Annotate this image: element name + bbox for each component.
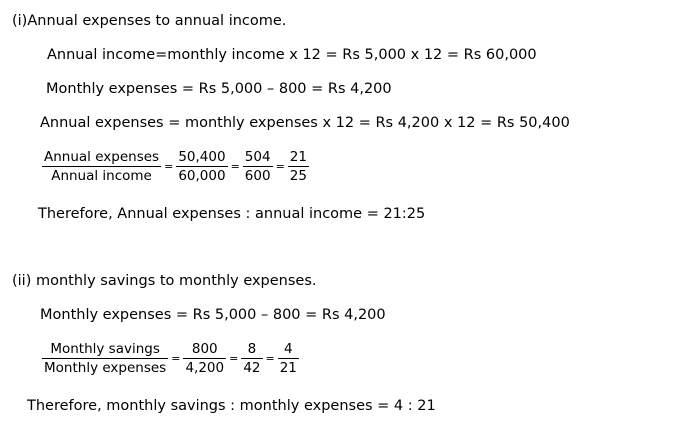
equals-sign: = — [164, 160, 174, 173]
equals-sign: = — [275, 160, 285, 173]
fraction-4 — [288, 149, 309, 184]
fraction-denominator: 60,000 — [178, 168, 226, 184]
fraction-numerator: 50,400 — [178, 149, 226, 165]
fraction-numerator: 800 — [191, 341, 218, 357]
fraction-numerator: 21 — [289, 149, 307, 165]
equals-sign: = — [265, 352, 275, 365]
fraction-denominator: Annual income — [42, 166, 161, 184]
part1-heading: (i)Annual expenses to annual income. — [12, 13, 287, 29]
part2-conclusion: Therefore, monthly savings : monthly expenses = 4 : 21 — [27, 398, 436, 414]
fraction-numerator: Monthly savings — [50, 341, 160, 357]
part2-heading: (ii) monthly savings to monthly expenses. — [12, 273, 317, 289]
part1-conclusion: Therefore, Annual expenses : annual income = 21:25 — [38, 206, 426, 222]
fraction-numerator: 4 — [284, 341, 293, 357]
fraction-numerator: 504 — [244, 149, 271, 165]
fraction-2 — [176, 149, 227, 184]
fraction-2 — [183, 341, 226, 376]
ratio-fraction-1 — [42, 149, 309, 184]
equals-sign: = — [229, 352, 239, 365]
equals-sign: = — [171, 352, 181, 365]
fraction-denominator: 42 — [243, 360, 261, 376]
monthly-expenses-line-2: Monthly expenses = Rs 5,000 – 800 = Rs 4,200 — [40, 307, 386, 323]
fraction-1 — [42, 149, 161, 184]
fraction-3 — [241, 341, 262, 376]
fraction-denominator: 21 — [279, 360, 297, 376]
annual-expenses-line: Annual expenses = monthly expenses x 12 = Rs 4,200 x 12 = Rs 50,400 — [40, 115, 570, 131]
ratio-fraction-2 — [42, 341, 299, 376]
fraction-denominator: 600 — [244, 168, 271, 184]
fraction-4 — [278, 341, 299, 376]
fraction-denominator: 4,200 — [185, 360, 225, 376]
monthly-expenses-line: Monthly expenses = Rs 5,000 – 800 = Rs 4,200 — [46, 81, 392, 97]
fraction-denominator: 25 — [289, 168, 307, 184]
fraction-numerator: Annual expenses — [44, 149, 160, 165]
fraction-1 — [42, 341, 168, 376]
fraction-3 — [243, 149, 273, 184]
equals-sign: = — [230, 160, 240, 173]
fraction-numerator: 8 — [247, 341, 257, 357]
fraction-denominator: Monthly expenses — [44, 360, 167, 376]
annual-income-line: Annual income=monthly income x 12 = Rs 5,000 x 12 = Rs 60,000 — [47, 47, 537, 63]
